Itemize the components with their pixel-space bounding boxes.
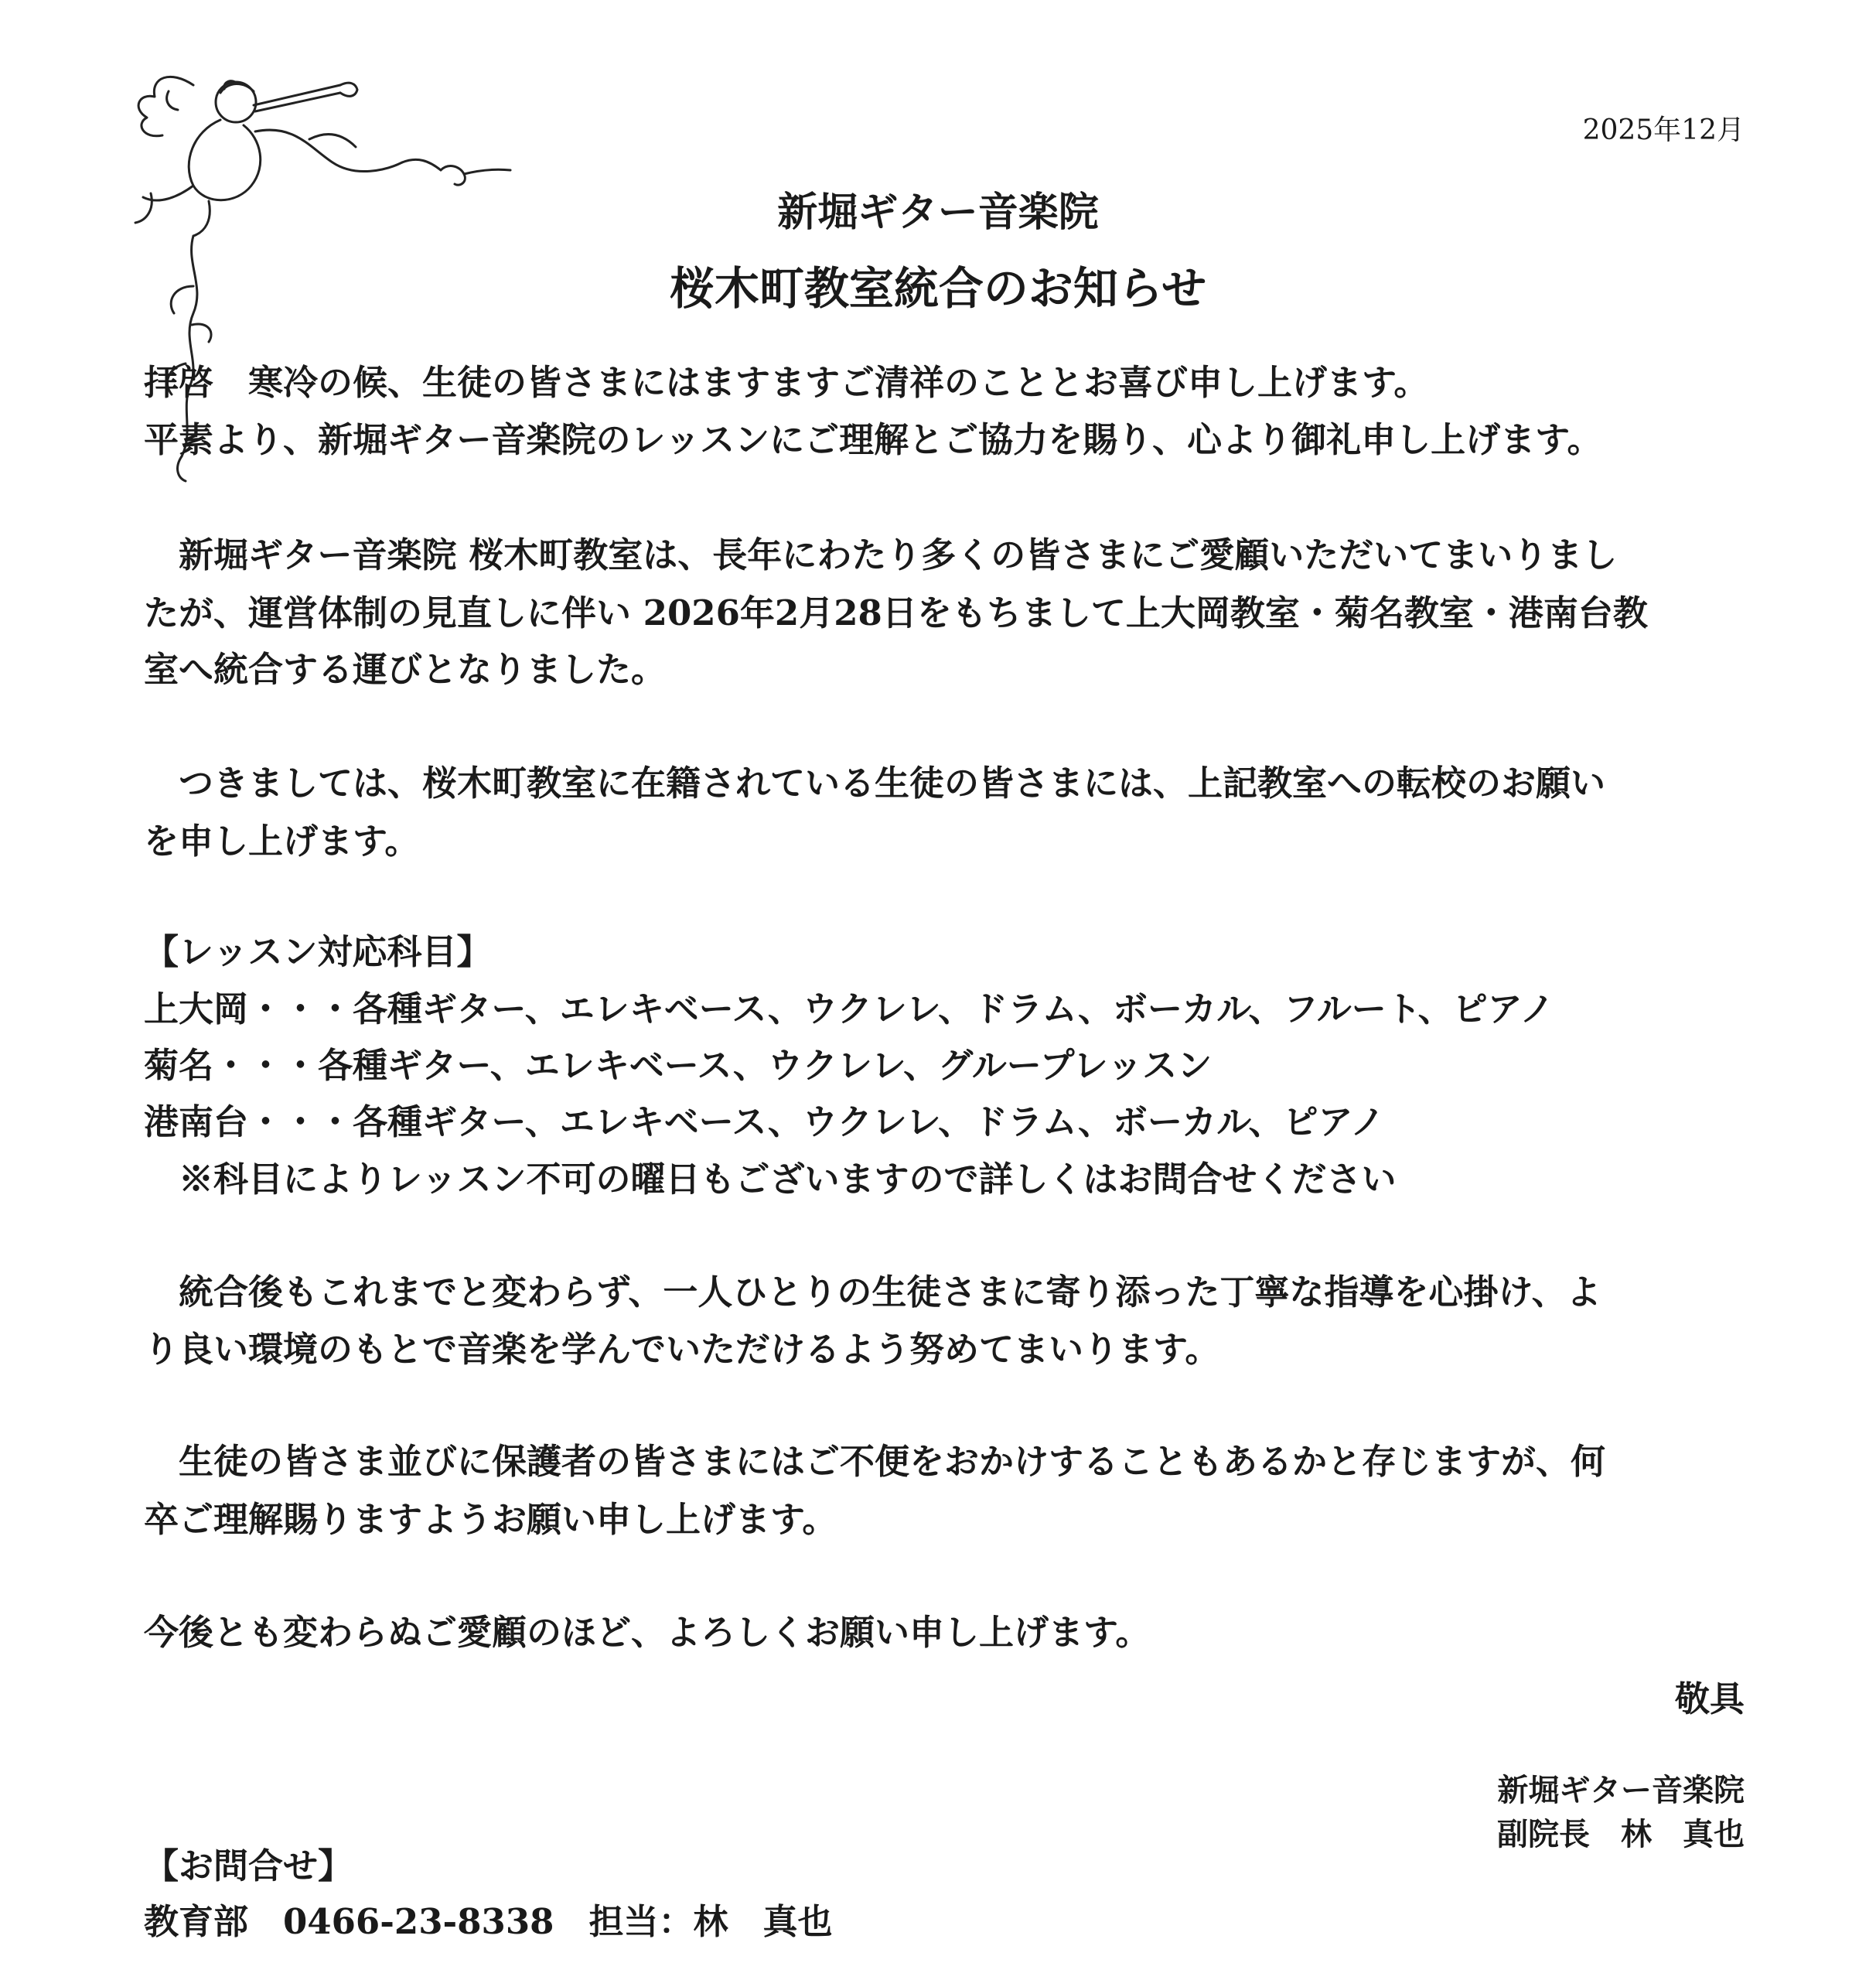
contact-heading: 【お問合せ】 bbox=[144, 1845, 353, 1886]
paragraph3-line-1: 統合後もこれまでと変わらず、一人ひとりの生徒さまに寄り添った丁寧な指導を心掛け、よ bbox=[144, 1272, 1601, 1313]
paragraph2-line-1: つきましては、桜木町教室に在籍されている生徒の皆さまには、上記教室への転校のお願い bbox=[144, 763, 1606, 804]
letter-date: 2025年12月 bbox=[1582, 114, 1745, 146]
lesson-item-kamiooka: 上大岡・・・各種ギター、エレキベース、ウクレレ、ドラム、ボーカル、フルート、ピアノ bbox=[144, 988, 1555, 1029]
closing-line: 今後とも変わらぬご愛顧のほど、よろしくお願い申し上げます。 bbox=[144, 1612, 1151, 1653]
organization-title: 新堀ギター音楽院 bbox=[777, 189, 1099, 236]
paragraph4-line-1: 生徒の皆さま並びに保護者の皆さまにはご不便をおかけすることもあるかと存じますが、何 bbox=[144, 1441, 1606, 1482]
greeting-line-1: 拝啓 寒冷の候、生徒の皆さまにはますますご清祥のこととお喜び申し上げます。 bbox=[144, 362, 1429, 403]
notice-title: 桜木町教室統合のお知らせ bbox=[669, 262, 1207, 315]
signature-organization: 新堀ギター音楽院 bbox=[1497, 1772, 1745, 1808]
paragraph4-line-2: 卒ご理解賜りますようお願い申し上げます。 bbox=[144, 1499, 837, 1540]
lesson-item-konandai: 港南台・・・各種ギター、エレキベース、ウクレレ、ドラム、ボーカル、ピアノ bbox=[144, 1101, 1385, 1142]
paragraph1-line-2: たが、運営体制の見直しに伴い 2026年2月28日をもちまして上大岡教室・菊名教室・港南台教 bbox=[144, 592, 1648, 633]
paragraph3-line-2: り良い環境のもとで音楽を学んでいただけるよう努めてまいります。 bbox=[144, 1329, 1220, 1370]
paragraph1-line-1: 新堀ギター音楽院 桜木町教室は、長年にわたり多くの皆さまにご愛顧いただいてまいりまし bbox=[144, 534, 1618, 575]
lessons-note: ※科目によりレッスン不可の曜日もございますので詳しくはお問合せください bbox=[144, 1159, 1397, 1200]
greeting-line-2: 平素より、新堀ギター音楽院のレッスンにご理解とご協力を賜り、心より御礼申し上げます。 bbox=[144, 419, 1602, 460]
paragraph2-line-2: を申し上げます。 bbox=[144, 821, 420, 862]
closing-word: 敬具 bbox=[1674, 1678, 1745, 1719]
lesson-item-kikuna: 菊名・・・各種ギター、エレキベース、ウクレレ、グループレッスン bbox=[144, 1045, 1213, 1086]
contact-line: 教育部 0466-23-8338 担当：林 真也 bbox=[144, 1901, 833, 1942]
signature-person: 副院長 林 真也 bbox=[1497, 1816, 1745, 1852]
paragraph1-line-3: 室へ統合する運びとなりました。 bbox=[144, 649, 667, 690]
lessons-heading: 【レッスン対応科目】 bbox=[144, 931, 492, 972]
